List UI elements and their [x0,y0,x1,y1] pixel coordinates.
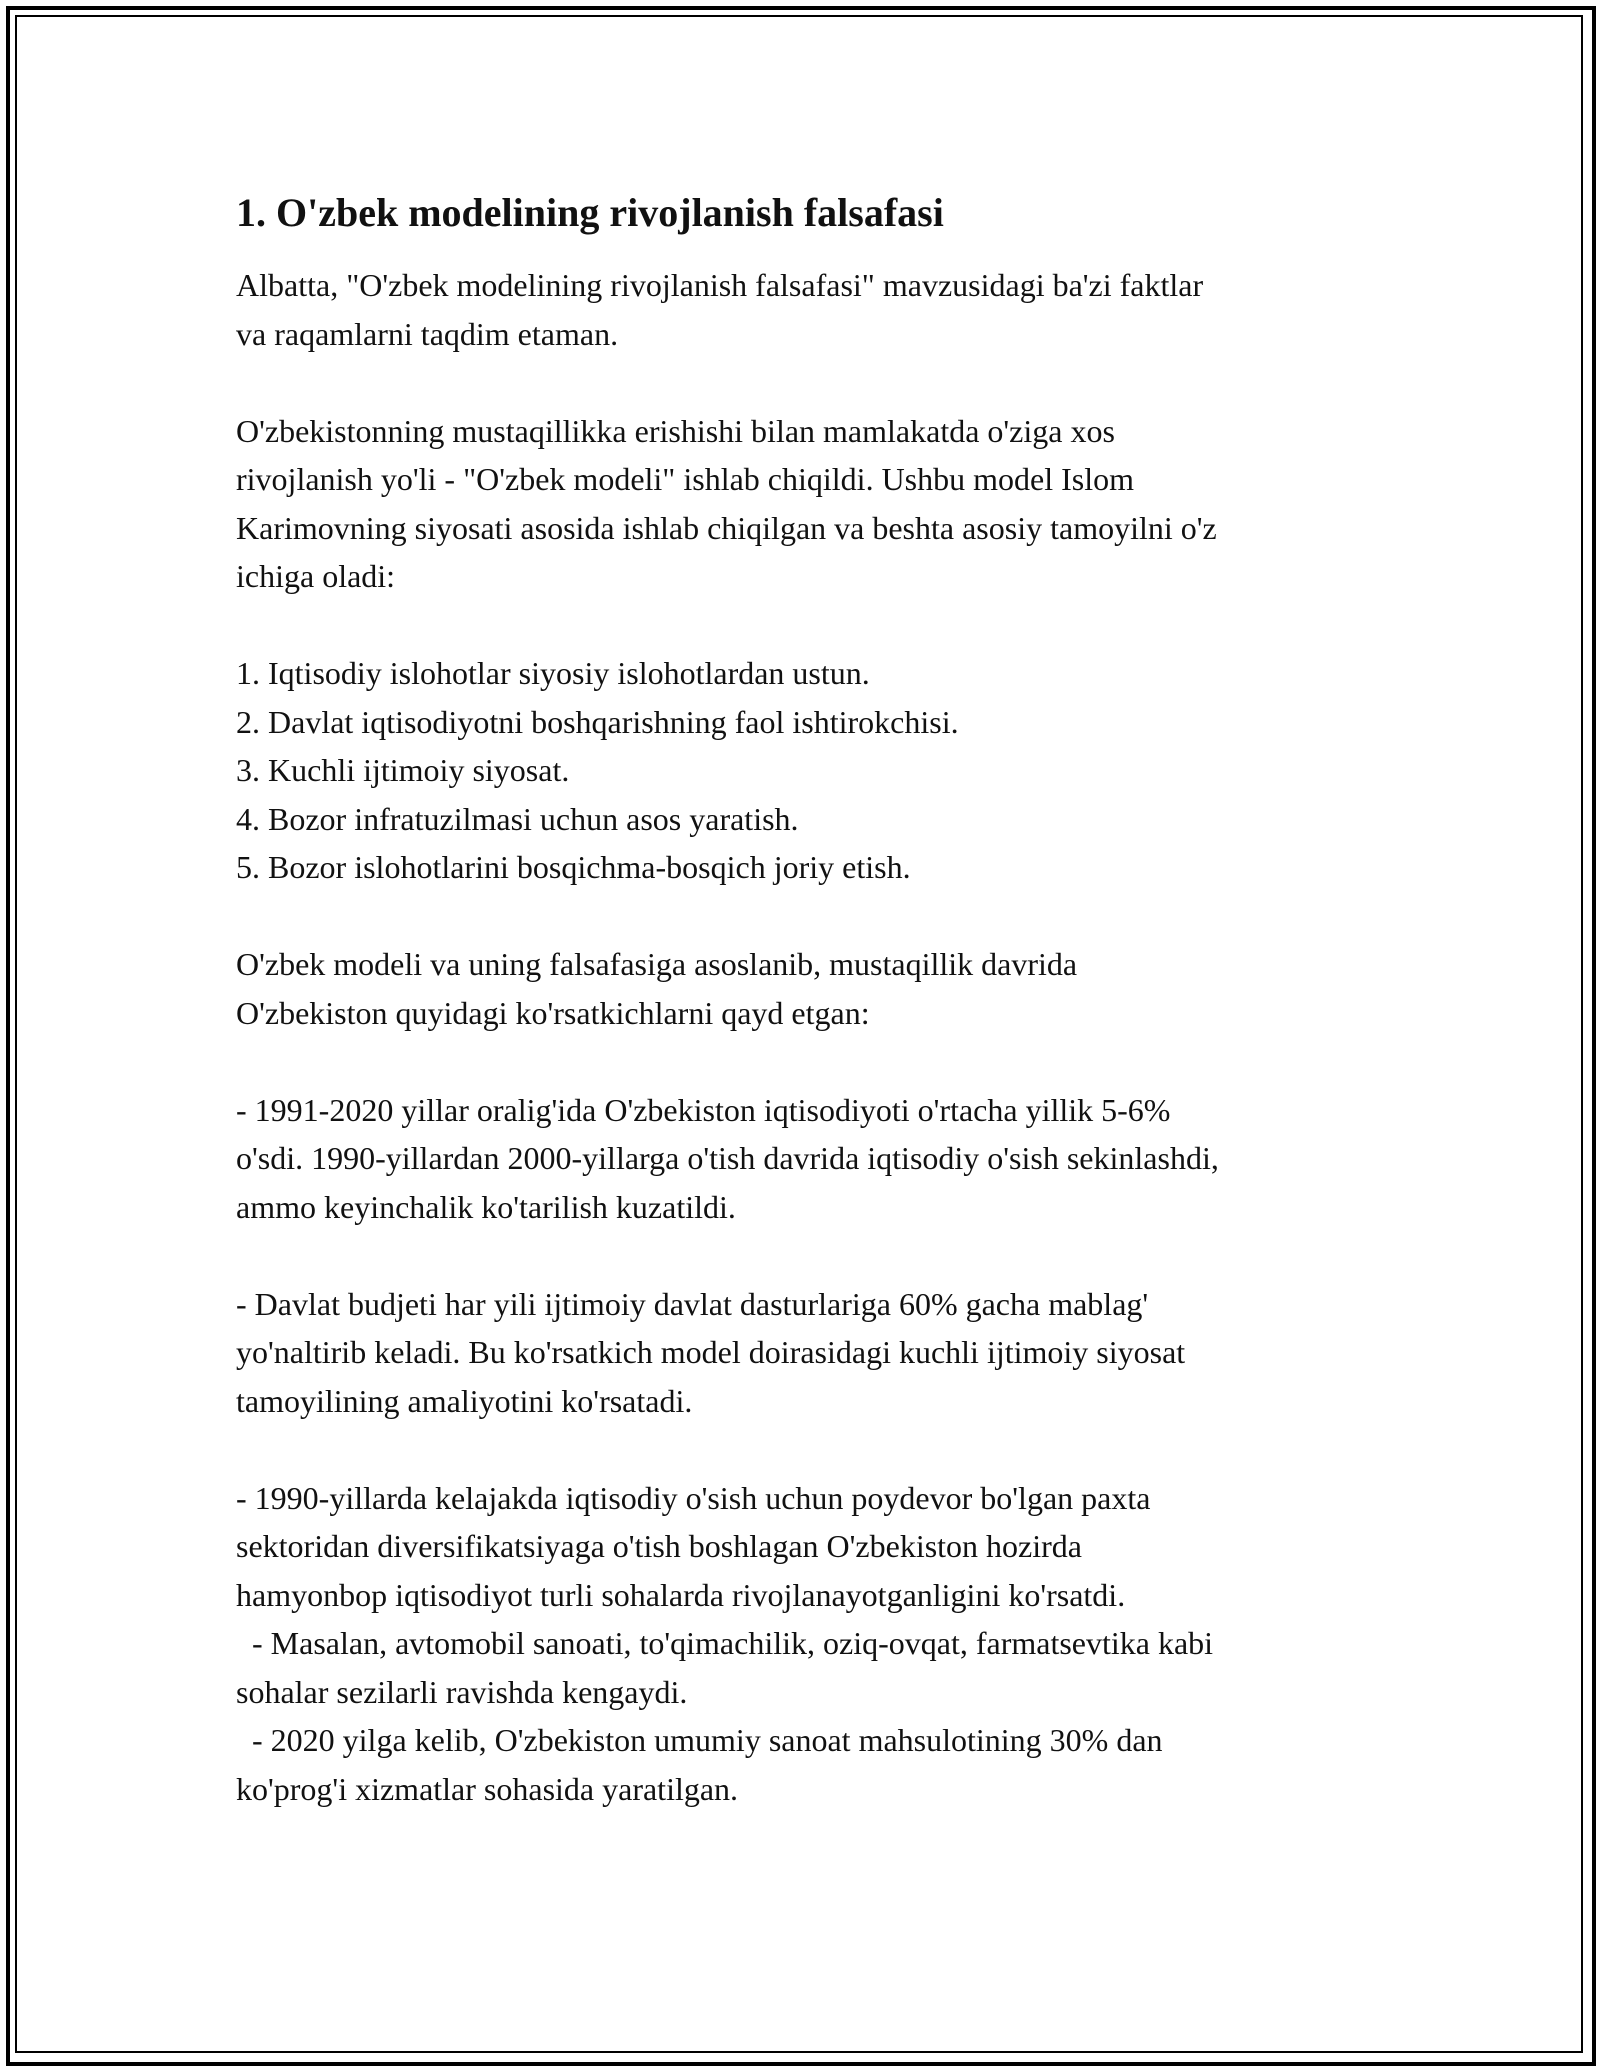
fact-sub-item: - Masalan, avtomobil sanoati, to'qimachilik, oziq-ovqat, farmatsevtika kabi sohalar sezilarli ravishda kengaydi. [236,1625,1214,1710]
principles-list [236,649,1366,892]
paragraph-gap [236,1425,1366,1474]
intro-paragraph: Albatta, "O'zbek modelining rivojlanish falsafasi" mavzusidagi ba'zi faktlar va raqamlarni taqdim etaman. [236,267,1204,352]
indicators-paragraph: O'zbek modeli va uning falsafasiga asoslanib, mustaqillik davrida O'zbekiston quyidagi ko'rsatkichlarni qayd etgan: [236,946,1078,1031]
paragraph-gap [236,601,1366,650]
paragraph-gap [236,1037,1366,1086]
principle-item: 4. Bozor infratuzilmasi uchun asos yaratish. [236,800,799,837]
paragraph-gap [236,358,1366,407]
principle-item: 1. Iqtisodiy islohotlar siyosiy islohotlardan ustun. [236,655,870,691]
fact-growth: - 1991-2020 yillar oralig'ida O'zbekiston iqtisodiyoti o'rtacha yillik 5-6% o'sdi. 1990-yillardan 2000-yillarga o'tish davrida iqtisodiy o'sish sekinlashdi, ammo keyinchalik ko'tarilish kuzatildi. [236,1091,1219,1225]
paragraph-gap [236,892,1366,941]
principle-item: 3. Kuchli ijtimoiy siyosat. [236,752,570,788]
fact-budget: - Davlat budjeti har yili ijtimoiy davlat dasturlariga 60% gacha mablag' yo'naltirib keladi. Bu ko'rsatkich model doirasidagi kuchli ijtimoiy siyosat tamoyilining amaliyotini ko'rsatadi. [236,1285,1186,1419]
fact-sub-item: - 2020 yilga kelib, O'zbekiston umumiy sanoat mahsulotining 30% dan ko'prog'i xizmatlar sohasida yaratilgan. [236,1722,1163,1807]
document-body [236,185,1366,1813]
paragraph-gap [236,1231,1366,1280]
model-paragraph: O'zbekistonning mustaqillikka erishishi bilan mamlakatda o'ziga xos rivojlanish yo'li - "O'zbek modeli" ishlab chiqildi. Ushbu model Islom Karimovning siyosati asosida ishlab chiqilgan va beshta asosiy tamoyilni o'z ichiga oladi: [236,412,1217,594]
principle-item: 5. Bozor islohotlarini bosqichma-bosqich joriy etish. [236,849,911,885]
principle-item: 2. Davlat iqtisodiyotni boshqarishning faol ishtirokchisi. [236,703,959,740]
document-heading: 1. O'zbek modelining rivojlanish falsafasi [236,190,944,235]
fact-diversification: - 1990-yillarda kelajakda iqtisodiy o'sish uchun poydevor bo'lgan paxta sektoridan diversifikatsiyaga o'tish boshlagan O'zbekiston hozirda hamyonbop iqtisodiyot turli sohalarda rivojlanayotganligini ko'rsatdi. [236,1479,1151,1613]
